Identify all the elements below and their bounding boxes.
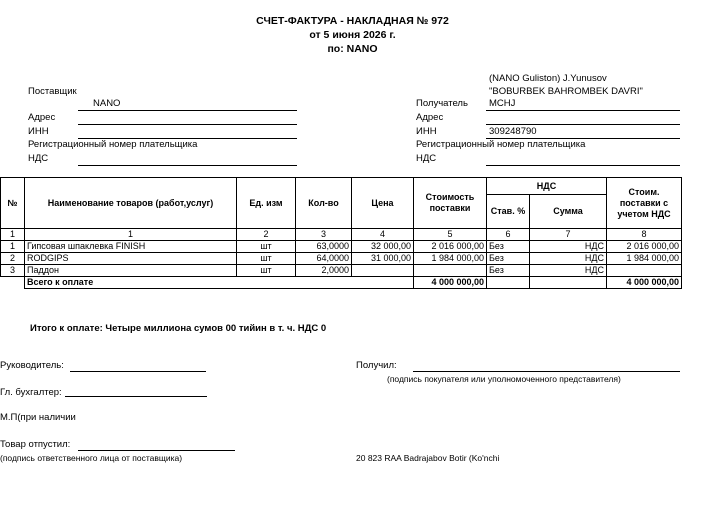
table-row: [1, 253, 682, 265]
row-nds-rate: Без: [487, 241, 530, 253]
supplier-inn-label: ИНН: [28, 126, 49, 137]
row-price: 31 000,00: [352, 253, 414, 265]
col-number: 8: [607, 229, 682, 241]
recipient-reg-label: Регистрационный номер плательщика: [416, 139, 586, 150]
recipient-name-line: [486, 110, 680, 111]
recipient-name-line3: MCHJ: [489, 98, 516, 109]
row-total: 1 984 000,00: [607, 253, 682, 265]
head-signature-line: [70, 371, 206, 372]
row-unit: шт: [237, 253, 296, 265]
row-nds-rate: Без: [487, 253, 530, 265]
received-signature-line: [413, 371, 680, 372]
row-qty: 2,0000: [296, 265, 352, 277]
row-price: [352, 265, 414, 277]
col-number: 3: [296, 229, 352, 241]
accountant-signature-line: [65, 396, 207, 397]
row-nds-sum: НДС: [530, 241, 607, 253]
col-number: 2: [237, 229, 296, 241]
row-nds-rate: Без: [487, 265, 530, 277]
table-row: [1, 241, 682, 253]
col-number: 5: [414, 229, 487, 241]
row-nds-sum: НДС: [530, 253, 607, 265]
header-num: №: [1, 178, 25, 229]
row-num: 1: [1, 241, 25, 253]
head-label: Руководитель:: [0, 360, 64, 371]
row-cost: 2 016 000,00: [414, 241, 487, 253]
total-cost: 4 000 000,00: [414, 277, 487, 289]
recipient-nds-label: НДС: [416, 153, 437, 164]
total-label: Всего к оплате: [25, 277, 414, 289]
header-price: Цена: [352, 178, 414, 229]
row-num: 3: [1, 265, 25, 277]
col-number: 1: [25, 229, 237, 241]
recipient-nds-line: [486, 165, 680, 166]
items-table: [0, 177, 682, 289]
col-number: 1: [1, 229, 25, 241]
header-total: Стоим. поставки с учетом НДС: [607, 178, 682, 229]
recipient-name-line2: "BOBURBEK BAHROMBEK DAVRI": [489, 86, 643, 97]
recipient-address-label: Адрес: [416, 112, 444, 123]
total-row: [1, 277, 682, 289]
received-note: (подпись покупателя или уполномоченного представителя): [387, 374, 621, 384]
recipient-inn: 309248790: [489, 126, 537, 137]
header-cost: Стоимость поставки: [414, 178, 487, 229]
header-nds-rate: Став. %: [487, 195, 530, 229]
supplier-nds-line: [78, 165, 297, 166]
accountant-label: Гл. бухгалтер:: [0, 387, 62, 398]
recipient-inn-label: ИНН: [416, 126, 437, 137]
header-name: Наименование товаров (работ,услуг): [25, 178, 237, 229]
recipient-name-line1: (NANO Guliston) J.Yunusov: [489, 73, 607, 84]
supplier-label: Поставщик: [28, 86, 77, 97]
col-number: 7: [530, 229, 607, 241]
header-qty: Кол-во: [296, 178, 352, 229]
row-name: Паддон: [25, 265, 237, 277]
row-name: Гипсовая шпаклевка FINISH: [25, 241, 237, 253]
released-label: Товар отпустил:: [0, 439, 71, 450]
table-row: [1, 265, 682, 277]
header-unit: Ед. изм: [237, 178, 296, 229]
row-nds-sum: НДС: [530, 265, 607, 277]
total-sum: 4 000 000,00: [607, 277, 682, 289]
recipient-address-line: [486, 124, 680, 125]
row-qty: 63,0000: [296, 241, 352, 253]
header-nds-sum: Сумма: [530, 195, 607, 229]
row-total: [607, 265, 682, 277]
stamp-label: М.П(при наличии: [0, 412, 76, 423]
row-unit: шт: [237, 265, 296, 277]
vehicle-driver-info: 20 823 RAA Badrajabov Botir (Ko'nchi: [356, 453, 500, 463]
supplier-address-label: Адрес: [28, 112, 56, 123]
document-title: СЧЕТ-ФАКТУРА - НАКЛАДНАЯ № 972: [256, 15, 449, 27]
row-price: 32 000,00: [352, 241, 414, 253]
row-cost: [414, 265, 487, 277]
total-in-words: Итого к оплате: Четыре миллиона сумов 00 тийин в т. ч. НДС 0: [30, 323, 327, 334]
row-cost: 1 984 000,00: [414, 253, 487, 265]
row-num: 2: [1, 253, 25, 265]
supplier-address-line: [78, 124, 297, 125]
recipient-label: Получатель: [416, 98, 468, 109]
received-label: Получил:: [356, 360, 397, 371]
document-date: от 5 июня 2026 г.: [309, 29, 396, 41]
row-name: RODGIPS: [25, 253, 237, 265]
col-number: 6: [487, 229, 530, 241]
document-contract: по: NANO: [327, 43, 378, 55]
supplier-reg-label: Регистрационный номер плательщика: [28, 139, 198, 150]
col-number: 4: [352, 229, 414, 241]
supplier-nds-label: НДС: [28, 153, 49, 164]
header-nds-group: НДС: [487, 178, 607, 195]
released-signature-line: [78, 450, 235, 451]
row-total: 2 016 000,00: [607, 241, 682, 253]
supplier-name: NANO: [93, 98, 121, 109]
released-note: (подпись ответственного лица от поставщика): [0, 453, 183, 463]
supplier-name-line: [78, 110, 297, 111]
row-qty: 64,0000: [296, 253, 352, 265]
row-unit: шт: [237, 241, 296, 253]
